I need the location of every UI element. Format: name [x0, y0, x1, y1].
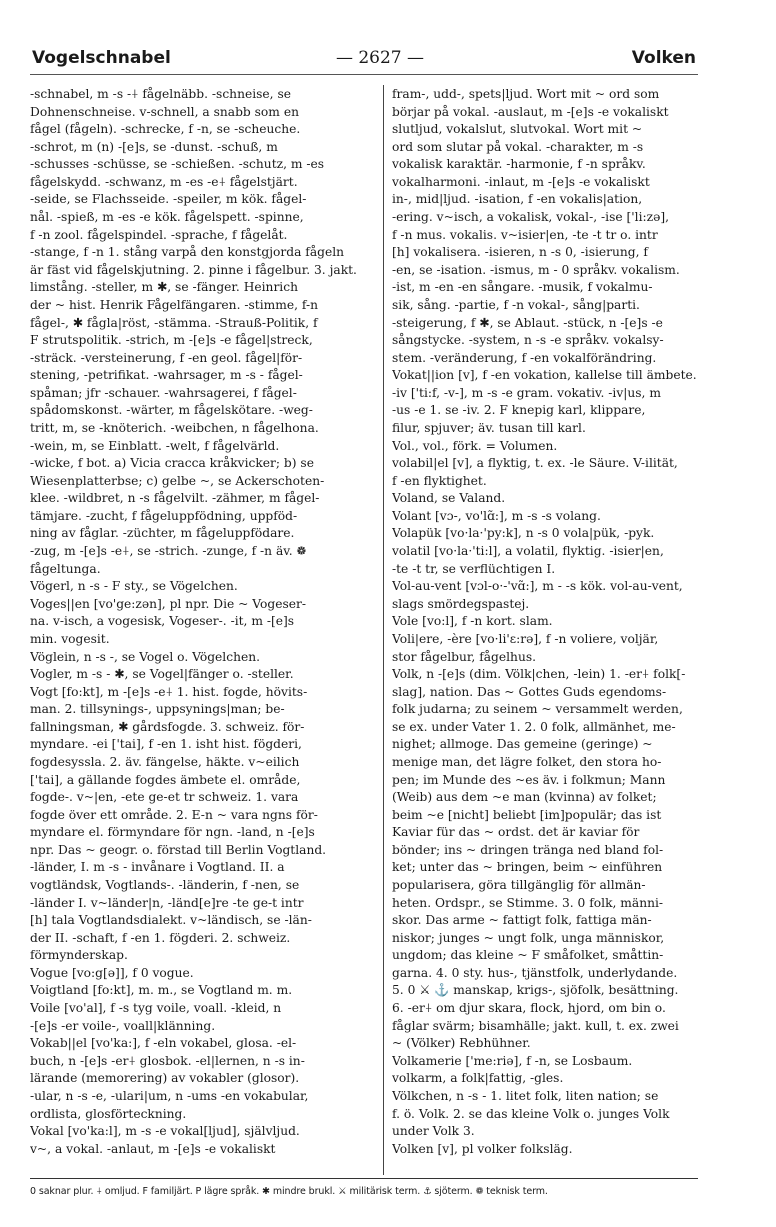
entry-line: se ex. under Vater 1. 2. 0 folk, allmänhet, me-	[392, 719, 676, 734]
entry-line: 5. 0 ⚔ ⚓ manskap, krigs-, sjöfolk, besättning.	[392, 983, 679, 998]
entry-line: -seide, se Flachsseide. -speiler, m kök. fågel-	[30, 192, 307, 207]
entry-line: fågelskydd. -schwanz, m -es -e⍭ fågelstjärt.	[30, 174, 298, 189]
entry-line: lärande (memorering) av vokabler (glosor).	[30, 1071, 300, 1086]
entry-line: Vokab||el [vo'ka:], f -eln vokabel, glosa. -el-	[30, 1036, 297, 1051]
entry-line: Volant [vɔ-, vo'lɑ̃:], m -s -s volang.	[392, 508, 601, 523]
entry-line: man. 2. tillsynings-, uppsynings|man; be-	[30, 702, 285, 717]
entry-line: -sträck. -versteinerung, f -en geol. fågel|för-	[30, 350, 303, 365]
entry-line: ~ (Völker) Rebhühner.	[392, 1036, 531, 1051]
entry-line: klee. -wildbret, n -s fågelvilt. -zähmer, m fågel-	[30, 491, 320, 506]
entry-line: myndare el. förmyndare för ngn. -land, n -[e]s	[30, 825, 315, 840]
entry-line: tritt, m, se -knöterich. -weibchen, n fågelhona.	[30, 420, 319, 435]
entry-line: Vol., vol., förk. = Volumen.	[392, 438, 558, 453]
entry-line: Kaviar für das ~ ordst. det är kaviar för	[392, 825, 640, 840]
entry-line: 6. -er⍭ om djur skara, flock, hjord, om bin o.	[392, 1001, 666, 1016]
entry-line: Vokal [vo'ka:l], m -s -e vokal[ljud], självljud.	[30, 1124, 300, 1139]
entry-line: -us -e 1. se -iv. 2. F knepig karl, klippare,	[392, 403, 646, 418]
entry-line: niskor; junges ~ ungt folk, unga människor,	[392, 930, 665, 945]
entry-line: ket; unter das ~ bringen, beim ~ einführen	[392, 860, 663, 875]
entry-line: beim ~e [nicht] beliebt [im]populär; das ist	[392, 807, 662, 822]
entry-line: -ular, n -s -e, -ulari|um, n -ums -en vokabular,	[30, 1088, 309, 1103]
entry-line: nål. -spieß, m -es -e kök. fågelspett. -spinne,	[30, 210, 304, 225]
entry-line: fram-, udd-, spets|ljud. Wort mit ~ ord som	[392, 87, 660, 101]
entry-line: börjar på vokal. -auslaut, m -[e]s -e vokaliskt	[392, 104, 669, 119]
entry-line: vokalharmoni. -inlaut, m -[e]s -e vokaliskt	[392, 174, 650, 189]
entry-line: -länder I. v~länder|n, -länd[e]re -te ge-t intr	[30, 895, 304, 910]
entry-line: v~, a vokal. -anlaut, m -[e]s -e vokaliskt	[30, 1141, 276, 1156]
entry-line: bönder; ins ~ dringen tränga ned bland fol-	[392, 842, 664, 857]
entry-line: min. vogesit.	[30, 631, 110, 646]
entry-line: f -en flyktighet.	[392, 473, 487, 488]
entry-line: ['tai], a gällande fogdes ämbete el. område,	[30, 772, 301, 787]
running-head-left: Vogelschnabel	[32, 48, 171, 68]
entry-line: volkarm, a folk|fattig, -gles.	[392, 1071, 564, 1086]
entry-line: -iv ['ti:f, -v-], m -s -e gram. vokativ. -iv|us, m	[392, 385, 661, 400]
entry-line: limstång. -steller, m ✱, se -fänger. Heinrich	[30, 280, 298, 295]
entry-line: -[e]s -er voile-, voall|klänning.	[30, 1018, 216, 1033]
entry-line: vogtländsk, Vogtlands-. -länderin, f -nen, se	[30, 878, 300, 893]
entry-line: Vögerl, n -s - F sty., se Vögelchen.	[30, 579, 238, 594]
entry-line: Dohnenschneise. v-schnell, a snabb som en	[30, 104, 299, 119]
entry-line: Vokat||ion [v], f -en vokation, kallelse till ämbete.	[392, 368, 697, 383]
entry-line: stor fågelbur, fågelhus.	[392, 649, 537, 664]
entry-line: in-, mid|ljud. -isation, f -en vokalis|ation,	[392, 192, 643, 207]
entry-line: tämjare. -zucht, f fågeluppfödning, uppföd-	[30, 508, 298, 523]
entry-line: slag], nation. Das ~ Gottes Guds egendoms-	[392, 684, 667, 699]
entry-line: Vogue [vo:g[ə]], f 0 vogue.	[30, 965, 194, 980]
entry-line: sik, sång. -partie, f -n vokal-, sång|parti.	[392, 297, 640, 312]
entry-line: myndare. -ei ['tai], f -en 1. isht hist. fögderi,	[30, 737, 302, 752]
running-head-right: Volken	[631, 48, 696, 68]
entry-line: Volkamerie ['me:riə], f -n, se Losbaum.	[392, 1053, 633, 1068]
entry-line: Vogt [fo:kt], m -[e]s -e⍭ 1. hist. fogde, hövits-	[30, 684, 308, 699]
entry-line: är fäst vid fågelskjutning. 2. pinne i fågelbur. 3. jakt.	[30, 262, 357, 277]
entry-line: Voges||en [vo'ge:zən], pl npr. Die ~ Vogeser-	[30, 596, 307, 611]
entry-line: Vöglein, n -s -, se Vogel o. Vögelchen.	[30, 649, 260, 664]
entry-line: Völkchen, n -s - 1. litet folk, liten nation; se	[392, 1088, 659, 1103]
entry-line: npr. Das ~ geogr. o. förstad till Berlin Vogtland.	[30, 842, 327, 857]
entry-line: -ering. v~isch, a vokalisk, vokal-, -ise ['li:zə],	[392, 210, 670, 225]
entry-line: -schrot, m (n) -[e]s, se -dunst. -schuß, m	[30, 139, 278, 154]
entry-line: fåglar svärm; bisamhälle; jakt. kull, t. ex. zwei	[392, 1018, 679, 1033]
entry-line: fogdesyssla. 2. äv. fängelse, häkte. v~eilich	[30, 754, 300, 769]
entry-line: F strutspolitik. -strich, m -[e]s -e fågel|streck,	[30, 333, 313, 348]
entry-line: fågel-, ✱ fågla|röst, -stämma. -Strauß-Politik, f	[30, 315, 318, 330]
entry-line: Volk, n -[e]s (dim. Völk|chen, -lein) 1. -er⍭ folk[-	[392, 667, 686, 682]
entry-line: Volapük [vo·la·'py:k], n -s 0 vola|pük, -pyk.	[392, 526, 655, 541]
entry-line: (Weib) aus dem ~e man (kvinna) av folket;	[392, 790, 657, 805]
entry-line: spådomskonst. -wärter, m fågelskötare. -weg-	[30, 403, 313, 418]
entry-line: Vole [vo:l], f -n kort. slam.	[392, 614, 553, 629]
page-number: — 2627 —	[335, 48, 425, 68]
entry-line: vokalisk karaktär. -harmonie, f -n språkv.	[392, 157, 646, 172]
entry-line: -schusses -schüsse, se -schießen. -schutz, m -es	[30, 157, 325, 172]
entry-line: -schnabel, m -s -⍭ fågelnäbb. -schneise, se	[30, 87, 291, 101]
entry-line: -en, se -isation. -ismus, m - 0 språkv. vokalism.	[392, 262, 680, 277]
entry-line: skor. Das arme ~ fattigt folk, fattiga män-	[392, 913, 652, 928]
entry-line: -steigerung, f ✱, se Ablaut. -stück, n -[e]s -e	[392, 315, 663, 330]
entry-line: heten. Ordspr., se Stimme. 3. 0 folk, männi-	[392, 895, 664, 910]
entry-line: -wicke, f bot. a) Vicia cracca kråkvicker; b) se	[30, 456, 314, 471]
entry-line: [h] tala Vogtlandsdialekt. v~ländisch, se -län-	[30, 913, 312, 928]
entry-line: f. ö. Volk. 2. se das kleine Volk o. junges Volk	[392, 1106, 670, 1121]
entry-line: -länder, I. m -s - invånare i Vogtland. II. a	[30, 860, 285, 875]
entry-line: Voli|ere, -ère [vo·li'ɛ:rə], f -n voliere, voljär,	[392, 631, 659, 646]
entry-line: Voile [vo'al], f -s tyg voile, voall. -kleid, n	[30, 1001, 282, 1016]
entry-line: Voigtland [fo:kt], m. m., se Vogtland m. m.	[30, 983, 293, 998]
entry-line: spåman; jfr -schauer. -wahrsagerei, f fågel-	[30, 385, 297, 400]
entry-line: Volken [v], pl volker folksläg.	[392, 1141, 573, 1156]
entry-line: folk judarna; zu seinem ~ versammelt werden,	[392, 702, 683, 717]
entry-line: der II. -schaft, f -en 1. fögderi. 2. schweiz.	[30, 930, 291, 945]
entry-line: Voland, se Valand.	[392, 491, 506, 506]
entry-line: -wein, m, se Einblatt. -welt, f fågelvärld.	[30, 438, 280, 453]
entry-line: f -n zool. fågelspindel. -sprache, f fågelåt.	[30, 227, 288, 242]
entry-line: slags smördegspastej.	[392, 596, 530, 611]
entry-line: [h] vokalisera. -isieren, n -s 0, -isierung, f	[392, 245, 648, 260]
entry-line: garna. 4. 0 sty. hus-, tjänstfolk, underlydande.	[392, 965, 678, 980]
entry-line: f -n mus. vokalis. v~isier|en, -te -t tr o. intr	[392, 227, 658, 242]
entry-line: buch, n -[e]s -er⍭ glosbok. -el|lernen, n -s in-	[30, 1053, 305, 1068]
entry-line: -stange, f -n 1. stång varpå den konstgjorda fågeln	[30, 245, 345, 260]
entry-line: fogde-. v~|en, -ete ge-et tr schweiz. 1. vara	[30, 790, 299, 805]
header-rule	[30, 74, 698, 75]
entry-line: Wiesenplatterbse; c) gelbe ~, se Ackerschoten-	[30, 473, 325, 488]
right-column	[392, 86, 698, 1158]
entry-line: fogde över ett område. 2. E-n ~ vara ngns för-	[30, 807, 318, 822]
entry-line: nighet; allmoge. Das gemeine (geringe) ~	[392, 737, 653, 752]
entry-line: der ~ hist. Henrik Fågelfängaren. -stimme, f-n	[30, 297, 319, 312]
entry-line: filur, spjuver; äv. tusan till karl.	[392, 420, 586, 435]
entry-line: volabil|el [v], a flyktig, t. ex. -le Säure. V-ilität,	[392, 456, 678, 471]
entry-line: sångstycke. -system, n -s -e språkv. vokalsy-	[392, 333, 664, 348]
entry-line: Vol-au-vent [vɔl-o·-'vɑ̃:], m - -s kök. vol-au-vent,	[392, 579, 683, 594]
entry-line: pen; im Munde des ~es äv. i folkmun; Mann	[392, 772, 666, 787]
entry-line: ning av fåglar. -züchter, m fågeluppfödare.	[30, 526, 295, 541]
column-divider	[383, 85, 384, 1175]
entry-line: ordlista, glosförteckning.	[30, 1106, 187, 1121]
entry-line: ungdom; das kleine ~ F småfolket, småttin-	[392, 948, 664, 963]
entry-line: menige man, det lägre folket, den stora ho-	[392, 754, 662, 769]
entry-line: Vogler, m -s - ✱, se Vogel|fänger o. -steller.	[30, 667, 294, 682]
entry-line: stem. -veränderung, f -en vokalförändring.	[392, 350, 657, 365]
left-column	[30, 86, 376, 1158]
entry-line: ord som slutar på vokal. -charakter, m -s	[392, 139, 644, 154]
footer-rule	[30, 1178, 698, 1179]
entry-line: -te -t tr, se verflüchtigen I.	[392, 561, 556, 576]
entry-line: stening, -petrifikat. -wahrsager, m -s - fågel-	[30, 368, 303, 383]
entry-line: fågeltunga.	[30, 561, 101, 576]
entry-line: fågel (fågeln). -schrecke, f -n, se -scheuche.	[30, 122, 301, 137]
entry-line: under Volk 3.	[392, 1124, 475, 1139]
entry-line: slutljud, vokalslut, slutvokal. Wort mit ~	[392, 122, 643, 137]
entry-line: popularisera, göra tillgänglig för allmän-	[392, 878, 646, 893]
entry-line: -zug, m -[e]s -e⍭, se -strich. -zunge, f -n äv. ❁	[30, 544, 307, 559]
abbreviation-legend: 0 saknar plur. ⍭ omljud. F familjärt. P lägre språk. ✱ mindre brukl. ⚔ militärisk term. ⚓ sjöterm. ❁ teknisk term.	[30, 1186, 548, 1197]
entry-line: fallningsman, ✱ gårdsfogde. 3. schweiz. för-	[30, 719, 305, 734]
entry-line: volatil [vo·la·'ti:l], a volatil, flyktig. -isier|en,	[392, 544, 664, 559]
entry-line: förmynderskap.	[30, 948, 128, 963]
entry-line: -ist, m -en -en sångare. -musik, f vokalmu-	[392, 280, 653, 295]
entry-line: na. v-isch, a vogesisk, Vogeser-. -it, m -[e]s	[30, 614, 295, 629]
